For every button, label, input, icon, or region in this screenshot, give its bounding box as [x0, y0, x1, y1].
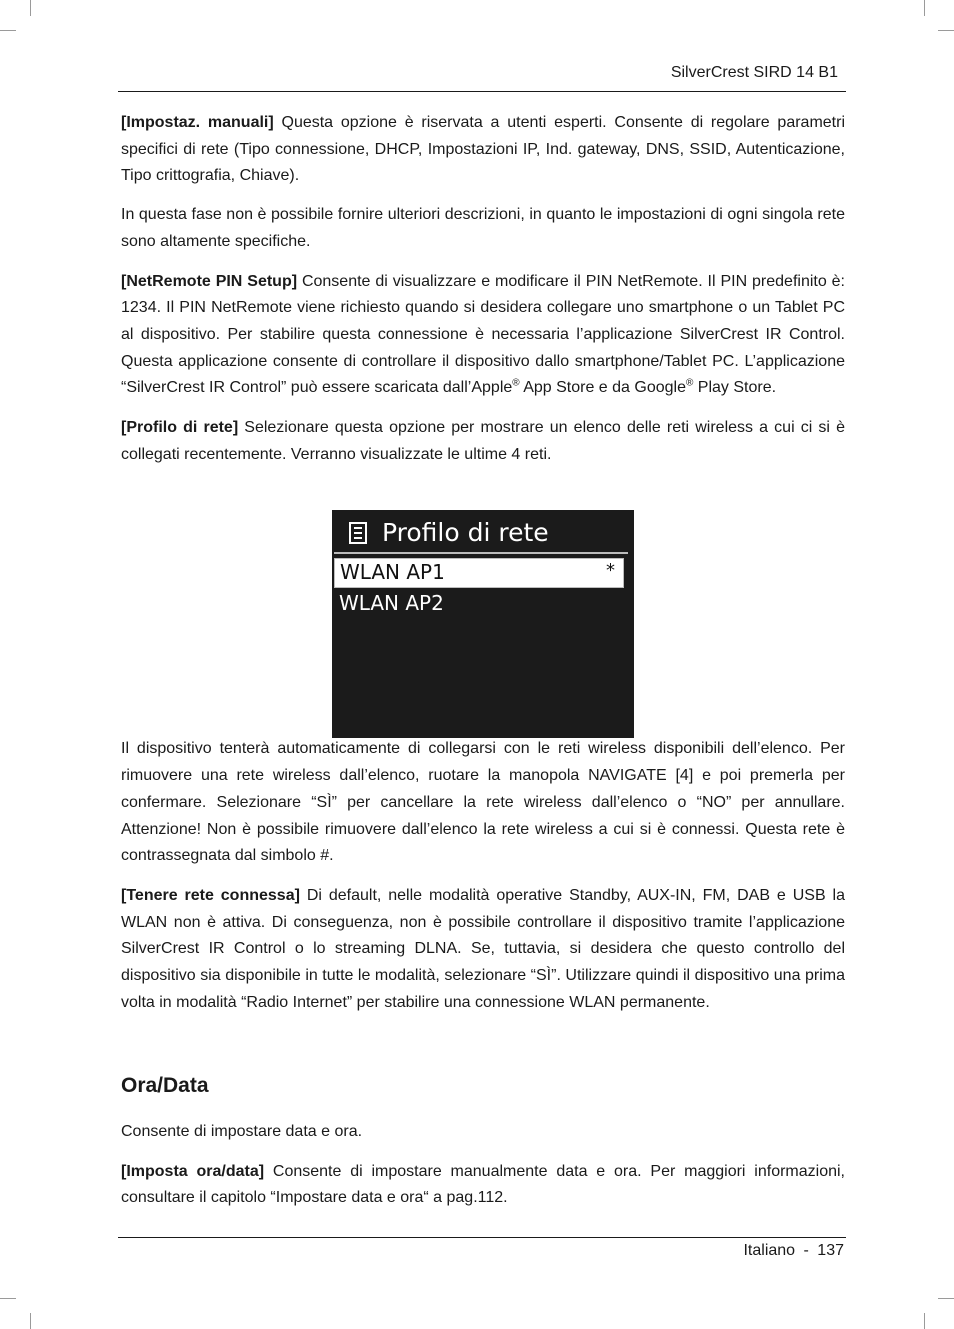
footer-rule [118, 1237, 846, 1238]
footer-separator: - [803, 1242, 809, 1259]
crop-mark [0, 30, 16, 31]
crop-mark [938, 30, 954, 31]
paragraph-tenere-rete [121, 883, 845, 1017]
keyword: [Profilo di rete] [121, 419, 239, 437]
device-display [332, 510, 634, 738]
paragraph-note [121, 202, 845, 255]
registered-mark: ® [512, 378, 520, 389]
registered-mark: ® [685, 378, 694, 389]
footer-language: Italiano [743, 1242, 796, 1259]
paragraph-auto-connect [121, 736, 845, 870]
display-title: Profilo di rete [382, 518, 549, 547]
crop-mark [924, 1313, 925, 1329]
current-network-marker: * [606, 560, 615, 581]
header-rule [118, 91, 846, 92]
section-body [121, 1119, 845, 1212]
display-divider [334, 552, 628, 554]
network-item-selected[interactable] [334, 558, 624, 588]
crop-mark [924, 0, 925, 16]
paragraph-text: Questa opzione è riservata a utenti esperti. Consente di regolare parametri specifici di rete (Tipo connessione, DHCP, Impostazioni IP, Ind. gateway, DNS, SSID, Autenticazione, Tipo crittografia, Chiave). [121, 114, 845, 185]
list-icon [349, 522, 367, 544]
crop-mark [938, 1298, 954, 1299]
paragraph-text: Selezionare questa opzione per mostrare un elenco delle reti wireless a cui ci si è collegati recentemente. Verranno visualizzate le ultime 4 reti. [121, 419, 846, 463]
running-header: SilverCrest SIRD 14 B1 [670, 64, 838, 81]
keyword: [Imposta ora/data] [121, 1162, 265, 1180]
keyword: [Impostaz. manuali] [121, 114, 274, 131]
crop-mark [30, 1313, 31, 1329]
paragraph-ora-data-intro [121, 1119, 845, 1146]
paragraph-text: Consente di impostare data e ora. [121, 1123, 363, 1140]
paragraph-text: Di default, nelle modalità operative Standby, AUX-IN, FM, DAB e USB la WLAN non è attiva. Di conseguenza, non è possibile controllare il dispositivo tramite l’applicazione SilverCrest IR Control o lo streaming DLNA. Se, tuttavia, si desidera che questo controllo del dispositivo sia disponibile in tutte le modalità, selezionare “SÌ”. Utilizzare quindi il dispositivo una prima volta in modalità “Radio Internet” per stabilire una connessione WLAN permanente. [121, 886, 845, 1011]
section-heading: Ora/Data [121, 1074, 209, 1097]
keyword: [Tenere rete connessa] [121, 886, 300, 904]
paragraph-text: Consente di impostare manualmente data e ora. Per maggiori informazioni, consultare il capitolo “Impostare data e ora“ a pag.112. [121, 1162, 846, 1207]
paragraph-netremote [121, 269, 845, 403]
crop-mark [0, 1298, 16, 1299]
page-footer [743, 1242, 844, 1260]
paragraph-imposta-ora [121, 1159, 845, 1212]
crop-mark [30, 0, 31, 16]
paragraph-impostaz-manuali [121, 110, 845, 190]
network-label: WLAN AP2 [339, 591, 444, 615]
network-label: WLAN AP1 [340, 560, 445, 584]
paragraph-text: In questa fase non è possibile fornire ulteriori descrizioni, in quanto le impostazioni di ogni singola rete sono altamente specifiche. [121, 206, 845, 250]
network-item[interactable] [334, 590, 624, 620]
paragraph-text: Il dispositivo tenterà automaticamente di collegarsi con le reti wireless disponibili dell’elenco. Per rimuovere una rete wireless dall’elenco, ruotare la manopola NAVIGATE [4] e poi premerla per confermare. Selezionare “SÌ” per cancellare la rete wireless dall’elenco o “NO” per annullare. Attenzione! Non è possibile rimuovere dall’elenco la rete wireless a cui si è connessi. Questa rete è contrassegnata dal simbolo #. [121, 740, 845, 865]
paragraph-text: Play Store. [693, 379, 777, 397]
paragraph-profilo-di-rete [121, 415, 845, 468]
paragraph-text: App Store e da Google [519, 379, 686, 397]
paragraph-text: Consente di visualizzare e modificare il PIN NetRemote. Il PIN predefinito è: 1234. Il PIN NetRemote viene richiesto quando si desidera collegare uno smartphone o un Tablet PC al dispositivo. Per stabilire questa connessione è necessaria l’applicazione SilverCrest IR Control. Questa applicazione consente di controllare il dispositivo dallo smartphone/Tablet PC. L’applicazione “SilverCrest IR Control” può essere scaricata dall’Apple [121, 272, 845, 397]
keyword: [NetRemote PIN Setup] [121, 272, 298, 290]
page-number: 137 [817, 1242, 844, 1259]
